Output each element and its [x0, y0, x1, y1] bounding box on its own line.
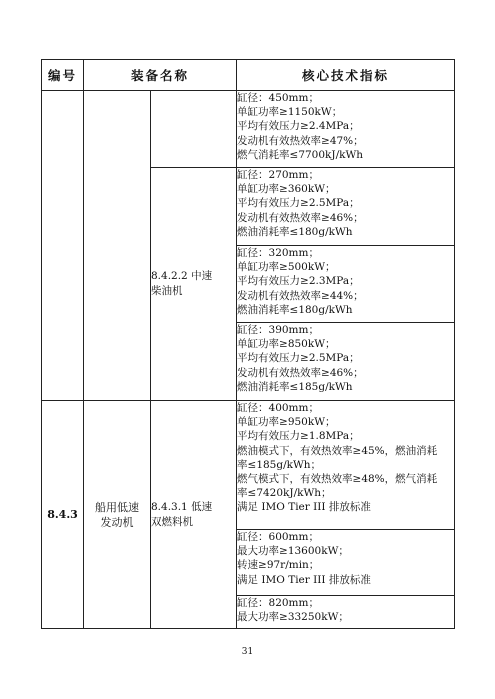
spec-line: 满足 IMO Tier III 排放标准	[237, 573, 371, 586]
spec-line: 发动机有效热效率≥44%；	[237, 289, 364, 302]
spec-line: 发动机有效热效率≥46%；	[237, 366, 364, 379]
subcategory-label-line: 8.4.3.1 低速	[151, 500, 213, 513]
spec-line: 缸径：820mm；	[237, 597, 319, 609]
header-core-spec: 核心技术指标	[237, 60, 455, 91]
category-cell-empty	[84, 91, 151, 401]
spec-line: 缸径：600mm；	[237, 531, 319, 543]
category-marine-low-speed-engine	[84, 401, 151, 629]
spec-line: 最大功率≥13600kW；	[237, 545, 349, 558]
category-label-line: 船用低速	[95, 500, 139, 514]
spec-line: 燃气模式下，有效热效率≥48%，燃气消耗	[237, 473, 438, 486]
spec-table	[41, 59, 455, 629]
header-row	[42, 60, 455, 91]
spec-line: 缸径：400mm；	[237, 402, 319, 414]
spec-cell	[237, 323, 455, 401]
spec-line: 率≤185g/kWh；	[237, 458, 322, 471]
spec-line: 燃油消耗率≤180g/kWh	[237, 303, 353, 316]
page-number: 31	[241, 647, 254, 657]
spec-line: 平均有效压力≥1.8MPa；	[237, 430, 360, 443]
table-row	[42, 401, 455, 530]
spec-line: 燃油消耗率≤180g/kWh	[237, 225, 353, 238]
spec-line: 满足 IMO Tier III 排放标准	[237, 501, 371, 514]
category-label-line: 发动机	[100, 515, 134, 529]
spec-cell	[237, 530, 455, 596]
spec-line: 缸径：450mm；	[237, 92, 319, 104]
spec-line: 燃油模式下，有效热效率≥45%，燃油消耗	[237, 444, 438, 457]
spec-line: 缸径：390mm；	[237, 324, 319, 336]
subcategory-8-4-2-2	[151, 168, 237, 401]
spec-line: 单缸功率≥850kW；	[237, 338, 336, 351]
header-equipment-name: 装备名称	[84, 60, 237, 91]
item-number-8-4-3: 8.4.3	[42, 401, 84, 629]
spec-line: 平均有效压力≥2.4MPa；	[237, 120, 360, 133]
spec-cell	[237, 168, 455, 246]
spec-line: 燃油消耗率≤185g/kWh	[237, 380, 353, 393]
spec-cell	[237, 91, 455, 168]
subcategory-cell-empty	[151, 91, 237, 168]
table-row	[42, 91, 455, 168]
subcategory-label-line: 柴油机	[151, 285, 183, 297]
subcategory-8-4-3-1	[151, 401, 237, 629]
spec-line: 转速≥97r/min；	[237, 559, 320, 572]
spec-line: 缸径：270mm；	[237, 169, 319, 181]
spec-cell	[237, 596, 455, 629]
spec-line: 单缸功率≥950kW；	[237, 416, 336, 429]
spec-line: 平均有效压力≥2.3MPa；	[237, 275, 360, 288]
spec-line: 平均有效压力≥2.5MPa；	[237, 197, 360, 210]
spec-line: 发动机有效热效率≥47%；	[237, 134, 364, 147]
spec-line: 发动机有效热效率≥46%；	[237, 211, 364, 224]
header-number: 编号	[42, 60, 84, 91]
spec-line: 缸径：320mm；	[237, 247, 319, 259]
spec-line: 单缸功率≥500kW；	[237, 261, 336, 274]
number-cell-empty	[42, 91, 84, 401]
spec-line: 燃气消耗率≤7700kJ/kWh	[237, 148, 364, 161]
subcategory-label-line: 8.4.2.2 中速	[151, 270, 213, 282]
spec-cell	[237, 401, 455, 530]
spec-line: 率≤7420kJ/kWh；	[237, 487, 332, 500]
spec-line: 最大功率≥33250kW；	[237, 611, 349, 624]
subcategory-label-line: 双燃料机	[151, 515, 193, 528]
spec-line: 平均有效压力≥2.5MPa；	[237, 352, 360, 365]
spec-line: 单缸功率≥1150kW；	[237, 106, 343, 119]
spec-line: 单缸功率≥360kW；	[237, 183, 336, 196]
spec-cell	[237, 246, 455, 323]
